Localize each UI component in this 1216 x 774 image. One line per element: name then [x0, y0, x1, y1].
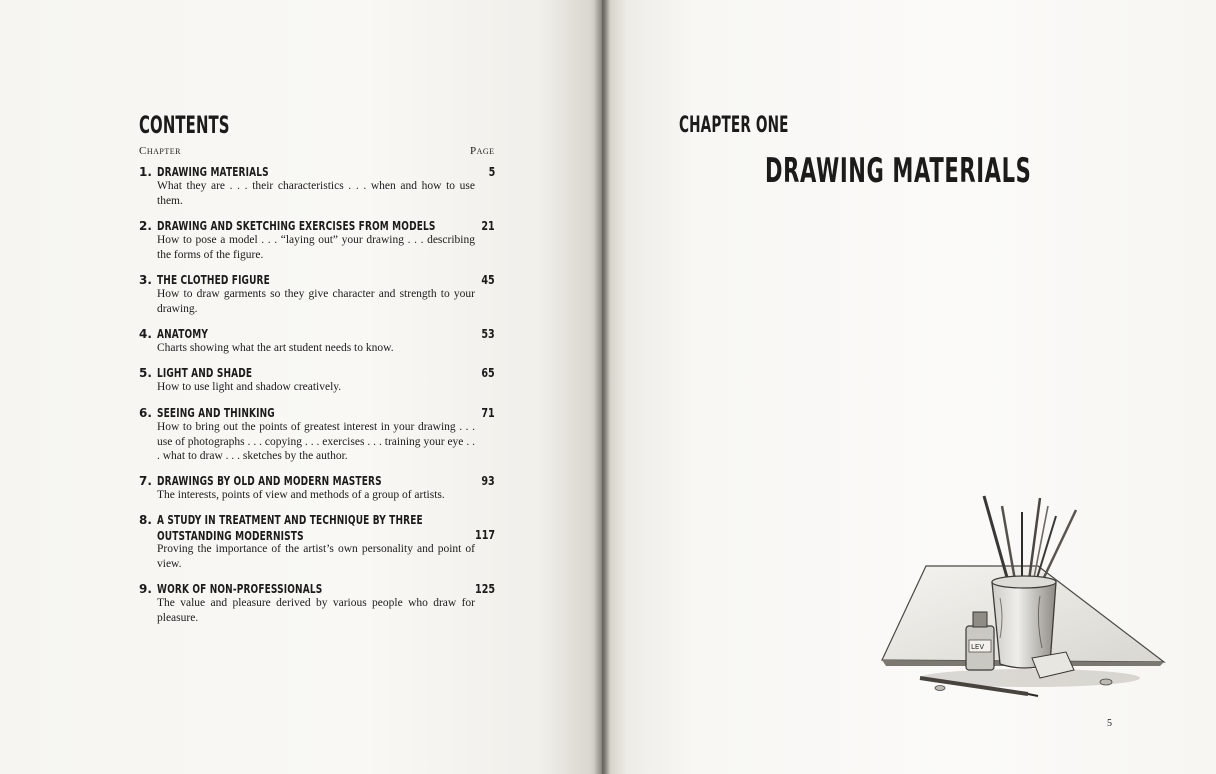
page-number: 5 — [1107, 718, 1112, 729]
toc-entry-number: 1. — [139, 165, 152, 179]
toc-entry-number: 9. — [139, 582, 152, 596]
toc-entry-description: How to draw garments so they give character and strength to your drawing. — [157, 288, 475, 315]
toc-entry-title: SEEING AND THINKING — [157, 405, 275, 420]
toc-entry-number: 7. — [139, 474, 152, 488]
toc-entry-description: Charts showing what the art student needs to know. — [157, 342, 394, 354]
chapter-label: CHAPTER ONE — [679, 113, 789, 138]
toc-entry-page: 5 — [488, 165, 495, 179]
toc-entry-page: 53 — [481, 327, 495, 341]
page-column-label: Page — [470, 145, 495, 157]
toc-entry-description: The interests, points of view and methods of a group of artists. — [157, 489, 445, 501]
toc-entry-number: 8. — [139, 513, 152, 527]
toc-entry-description: How to pose a model . . . “laying out” your drawing . . . describing the forms of the figure. — [157, 234, 475, 261]
toc-entry-page: 45 — [481, 273, 495, 287]
toc-entry-page: 125 — [474, 582, 495, 596]
toc-entry-number: 3. — [139, 273, 152, 287]
toc-entry-number: 6. — [139, 406, 152, 420]
toc-entry-number: 5. — [139, 366, 152, 380]
chapter-title: DRAWING MATERIALS — [765, 151, 1032, 191]
toc-entry-description: Proving the importance of the artist’s own personality and point of view. — [157, 543, 475, 570]
toc-entry-page: 71 — [481, 406, 495, 420]
toc-entry-number: 4. — [139, 327, 152, 341]
toc-entry-page: 65 — [481, 366, 495, 380]
contents-title: CONTENTS — [139, 111, 230, 139]
left-page — [0, 0, 602, 774]
chapter-column-label: Chapter — [139, 145, 181, 157]
book-gutter — [594, 0, 610, 774]
toc-entry-number: 2. — [139, 219, 152, 233]
toc-entry-title: WORK OF NON-PROFESSIONALS — [157, 581, 323, 596]
toc-entry-description: How to bring out the points of greatest interest in your drawing . . . use of photographs . . . copying . . . exercises . . . training your eye . . . what to draw . . . sketches by the author. — [157, 421, 475, 462]
toc-entry-title: LIGHT AND SHADE — [157, 365, 253, 380]
ink-label: LEV — [971, 643, 985, 651]
toc-entry-title: DRAWING AND SKETCHING EXERCISES FROM MODELS — [157, 218, 436, 233]
toc-entry-title: A STUDY IN TREATMENT AND TECHNIQUE BY THREE OUTSTANDING MODERNISTS — [157, 512, 423, 543]
toc-entry-title: DRAWING MATERIALS — [157, 164, 269, 179]
toc-entry-description: The value and pleasure derived by various people who draw for pleasure. — [157, 597, 475, 624]
toc-entry-page: 117 — [474, 528, 495, 542]
toc-entry-title: DRAWINGS BY OLD AND MODERN MASTERS — [157, 473, 382, 488]
toc-entry-page: 93 — [481, 474, 495, 488]
toc-entry-description: What they are . . . their characteristics . . . when and how to use them. — [157, 180, 475, 207]
toc-entry-title: ANATOMY — [157, 326, 209, 341]
drawing-supplies-icon — [880, 488, 1170, 703]
toc-entry-description: How to use light and shadow creatively. — [157, 381, 342, 393]
toc-entry-title: THE CLOTHED FIGURE — [157, 272, 270, 287]
toc-entry-page: 21 — [481, 219, 495, 233]
